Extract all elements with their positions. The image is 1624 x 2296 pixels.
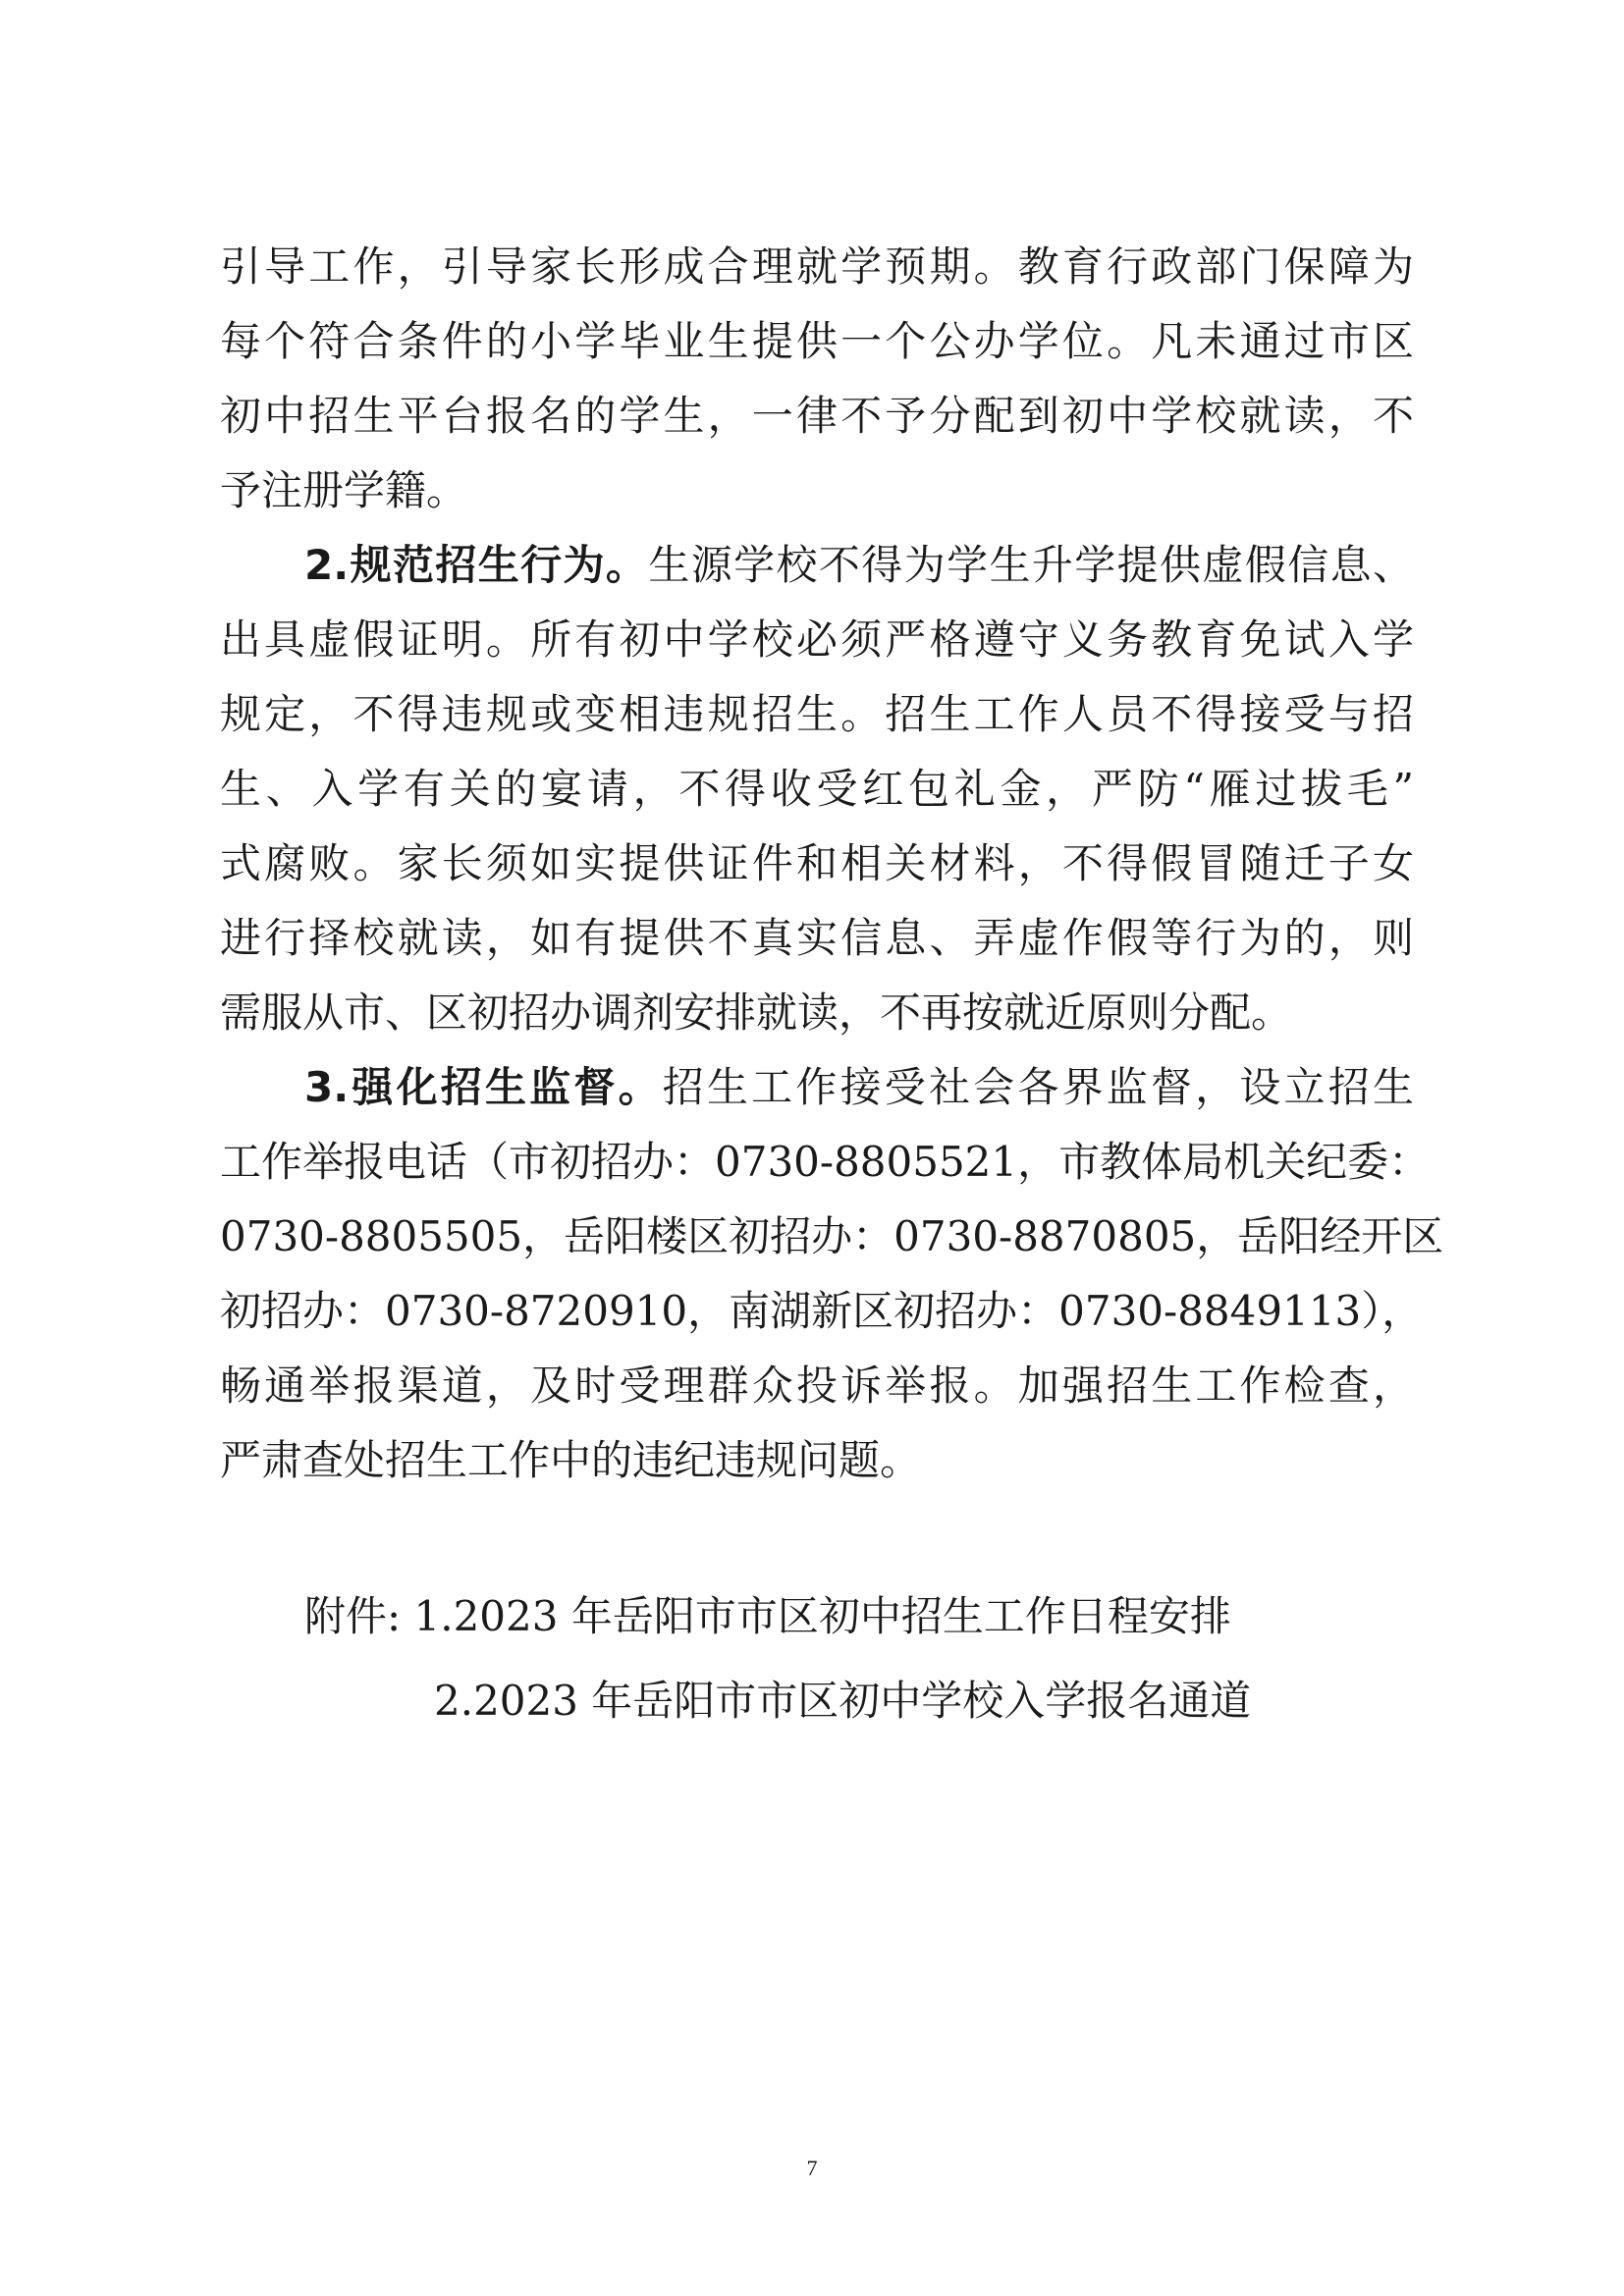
paragraph-2 (220, 528, 1414, 1050)
paragraph-line: 生、入学有关的宴请，不得收受红包礼金，严防“雁过拔毛” (220, 765, 1414, 813)
attachment-line-1 (304, 1575, 1384, 1659)
paragraph-line: 进行择校就读，如有提供不真实信息、弄虚作假等行为的，则 (220, 914, 1414, 962)
section-heading-3: 3.强化招生监督。 (304, 1063, 663, 1111)
paragraph-line: 初招办：0730-8720910，南湖新区初招办：0730-8849113）， (220, 1287, 1424, 1335)
attachment-item: 2.2023 年岳阳市市区初中学校入学报名通道 (434, 1677, 1252, 1725)
page-number: 7 (806, 2156, 818, 2180)
paragraph-line: 规定，不得违规或变相违规招生。招生工作人员不得接受与招 (220, 690, 1414, 738)
paragraph-line: 出具虚假证明。所有初中学校必须严格遵守义务教育免试入学 (220, 615, 1414, 664)
paragraph-line: 初中招生平台报名的学生，一律不予分配到初中学校就读，不 (220, 392, 1414, 440)
paragraph-1 (220, 230, 1414, 528)
paragraph-text: 招生工作接受社会各界监督，设立招生 (662, 1063, 1414, 1111)
paragraph-line: 严肃查处招生工作中的违纪违规问题。 (220, 1436, 922, 1484)
attachment-line-2 (304, 1659, 1384, 1743)
paragraph-line: 畅通举报渠道，及时受理群众投诉举报。加强招生工作检查， (220, 1362, 1414, 1410)
paragraph-first-line (220, 1050, 1414, 1125)
section-heading-2: 2.规范招生行为。 (304, 541, 649, 589)
paragraph-text: 生源学校不得为学生升学提供虚假信息、 (648, 541, 1414, 589)
attachments (304, 1575, 1384, 1743)
paragraph-3 (220, 1050, 1444, 1498)
paragraph-line: 引导工作，引导家长形成合理就学预期。教育行政部门保障为 (220, 242, 1414, 291)
paragraph-line: 工作举报电话（市初招办：0730-8805521，市教体局机关纪委： (220, 1138, 1431, 1186)
attachments-label: 附件: (304, 1592, 402, 1640)
paragraph-line: 0730-8805505，岳阳楼区初招办：0730-8870805，岳阳经开区 (220, 1212, 1444, 1260)
paragraph-line: 予注册学籍。 (220, 466, 468, 514)
paragraph-line: 每个符合条件的小学毕业生提供一个公办学位。凡未通过市区 (220, 317, 1414, 365)
paragraph-line: 需服从市、区初招办调剂安排就读，不再按就近原则分配。 (220, 988, 1293, 1037)
paragraph-line: 式腐败。家长须如实提供证件和相关材料，不得假冒随迁子女 (220, 839, 1414, 887)
paragraph-first-line (220, 528, 1414, 603)
attachment-item: 1.2023 年岳阳市市区初中招生工作日程安排 (413, 1592, 1231, 1640)
body-text (220, 230, 1444, 1498)
